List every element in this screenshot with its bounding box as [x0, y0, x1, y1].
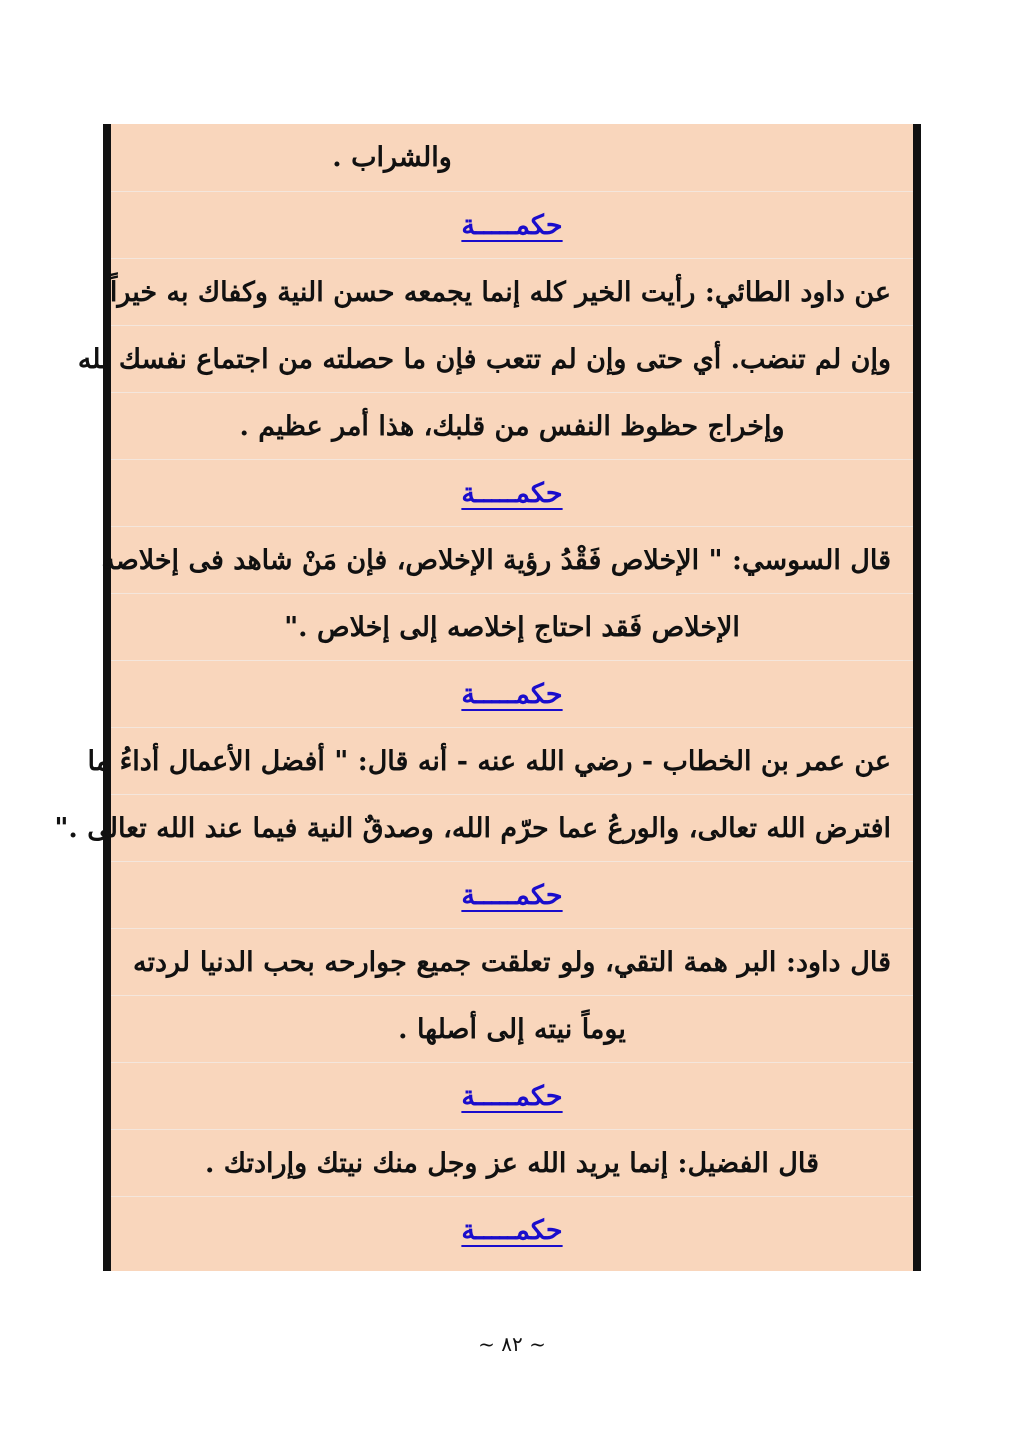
- text-line-16: [111, 1129, 913, 1196]
- text-panel: [54, 124, 921, 1271]
- wisdom-heading: حكمـــــة: [461, 678, 563, 710]
- text-line-7: [101, 526, 913, 593]
- line-text: وإخراج حظوظ النفس من قلبك، هذا أمر عظيم .: [239, 410, 785, 442]
- text-line-1: [111, 124, 913, 191]
- text-line-10: [87, 727, 913, 794]
- line-text: الإخلاص فَقد احتاج إخلاصه إلى إخلاص .": [284, 611, 740, 643]
- line-text: عن داود الطائي: رأيت الخير كله إنما يجمعه حسن النية وكفاك به خيراً: [109, 276, 891, 308]
- line-text: والشراب .: [332, 142, 452, 173]
- text-line-4: [77, 325, 913, 392]
- line-text: افترض الله تعالى، والورعُ عما حرّم الله، وصدقٌ النية فيما عند الله تعالى .": [54, 812, 891, 844]
- heading-row: [111, 459, 913, 526]
- text-line-3: [111, 258, 913, 325]
- line-text: عن عمر بن الخطاب - رضي الله عنه - أنه قال: " أفضل الأعمال أداءُ ما: [87, 745, 891, 777]
- page-number: ~ ٨٢ ~: [478, 1332, 546, 1356]
- text-line-8: [111, 593, 913, 660]
- heading-row: [111, 1062, 913, 1129]
- line-text: قال داود: البر همة التقي، ولو تعلقت جميع جوارحه بحب الدنيا لردته: [133, 946, 891, 978]
- line-text: وإن لم تنضب. أي حتى وإن لم تتعب فإن ما حصلته من اجتماع نفسك لله: [77, 343, 891, 375]
- text-line-11: [54, 794, 913, 861]
- line-text: يوماً نيته إلى أصلها .: [398, 1013, 626, 1045]
- line-text: قال الفضيل: إنما يريد الله عز وجل منك نيتك وإرادتك .: [204, 1147, 820, 1179]
- wisdom-heading: حكمـــــة: [461, 1214, 563, 1246]
- text-line-5: [111, 392, 913, 459]
- wisdom-heading: حكمـــــة: [461, 1080, 563, 1112]
- text-line-13: [111, 928, 913, 995]
- wisdom-heading: حكمـــــة: [461, 209, 563, 241]
- text-line-14: [111, 995, 913, 1062]
- heading-row: [111, 191, 913, 258]
- wisdom-heading: حكمـــــة: [461, 879, 563, 911]
- heading-row: [111, 861, 913, 928]
- wisdom-heading: حكمـــــة: [461, 477, 563, 509]
- heading-row: [111, 660, 913, 727]
- heading-row: [111, 1196, 913, 1263]
- line-text: قال السوسي: " الإخلاص فَقْدُ رؤية الإخلاص، فإن مَنْ شاهد فى إخلاصه: [101, 544, 891, 576]
